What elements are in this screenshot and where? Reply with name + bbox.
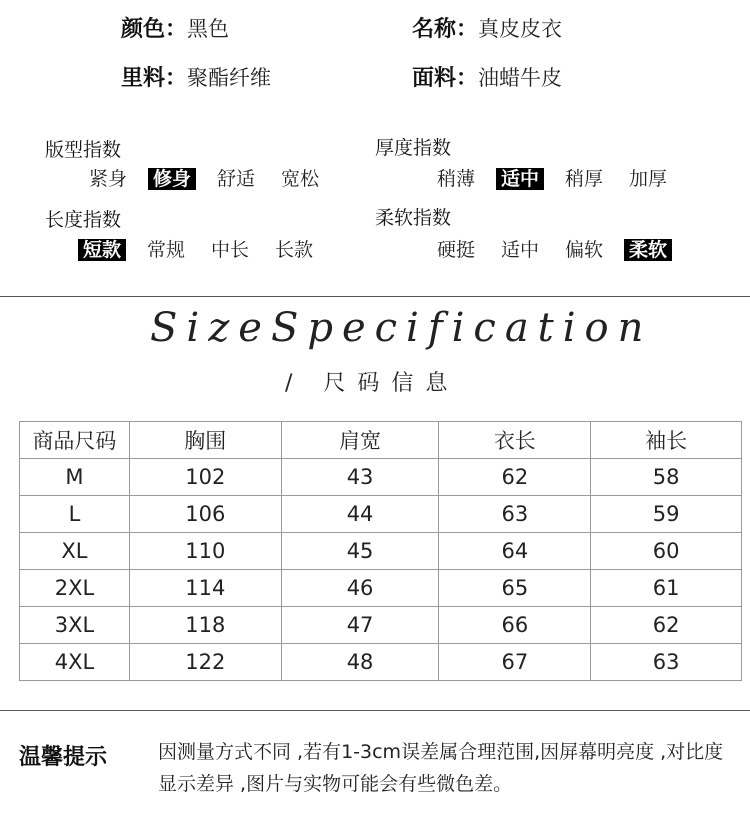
tip-title: 温馨提示 [19, 745, 108, 770]
section-divider [0, 296, 750, 297]
table-row [20, 459, 742, 496]
attribute-label: 颜色： [121, 17, 188, 42]
table-cell: 2XL [20, 570, 130, 607]
table-cell: 114 [129, 570, 281, 607]
attribute-lining [121, 61, 271, 92]
size-subtitle: / 尺码信息 [285, 371, 460, 396]
table-cell: 48 [281, 644, 439, 681]
table-cell: 58 [591, 459, 742, 496]
index-option: 宽松 [281, 168, 320, 190]
table-cell: 46 [281, 570, 439, 607]
index-option: 舒适 [217, 168, 256, 190]
table-cell: 45 [281, 533, 439, 570]
index-option: 稍薄 [437, 168, 476, 190]
index-option: 长款 [275, 239, 314, 261]
table-cell: 102 [129, 459, 281, 496]
table-cell: 60 [591, 533, 742, 570]
table-cell: L [20, 496, 130, 533]
table-header-cell: 衣长 [439, 422, 591, 459]
index-option: 稍厚 [565, 168, 604, 190]
table-cell: 44 [281, 496, 439, 533]
table-cell: 43 [281, 459, 439, 496]
index-option: 适中 [501, 239, 540, 261]
table-cell: 63 [591, 644, 742, 681]
table-cell: 106 [129, 496, 281, 533]
table-cell: 63 [439, 496, 591, 533]
table-cell: 122 [129, 644, 281, 681]
table-row [20, 570, 742, 607]
attribute-fabric [412, 61, 562, 92]
attribute-color [121, 12, 229, 43]
attribute-value: 黑色 [187, 17, 230, 41]
table-header-cell: 袖长 [591, 422, 742, 459]
table-cell: 118 [129, 607, 281, 644]
index-title-thickness: 厚度指数 [375, 137, 452, 159]
index-options-fit [84, 166, 324, 192]
table-cell: 65 [439, 570, 591, 607]
table-cell: 4XL [20, 644, 130, 681]
tip-text: 因测量方式不同 ,若有1-3cm误差属合理范围,因屏幕明亮度 ,对比度显示差异 ,图片与实物可能会有些微色差。 [158, 741, 724, 795]
table-cell: 3XL [20, 607, 130, 644]
attribute-value: 真皮皮衣 [478, 17, 563, 41]
index-option: 紧身 [89, 168, 128, 190]
attribute-value: 油蜡牛皮 [478, 66, 563, 90]
index-options-softness [432, 237, 672, 263]
index-option: 硬挺 [437, 239, 476, 261]
index-title-softness: 柔软指数 [375, 207, 452, 229]
table-cell: 61 [591, 570, 742, 607]
attribute-label: 面料： [412, 66, 479, 91]
attribute-label: 里料： [121, 66, 188, 91]
index-option-selected: 短款 [78, 239, 126, 261]
table-cell: 59 [591, 496, 742, 533]
index-option: 常规 [147, 239, 186, 261]
table-cell: 62 [439, 459, 591, 496]
attribute-name [412, 12, 562, 43]
table-cell: 47 [281, 607, 439, 644]
index-option: 中长 [211, 239, 250, 261]
index-option-selected: 适中 [496, 168, 544, 190]
table-cell: 66 [439, 607, 591, 644]
table-row [20, 533, 742, 570]
index-option-selected: 修身 [148, 168, 196, 190]
table-header-row [20, 422, 742, 459]
section-divider [0, 710, 750, 711]
table-row [20, 496, 742, 533]
index-title-fit: 版型指数 [45, 139, 122, 161]
table-row [20, 607, 742, 644]
index-options-thickness [432, 166, 672, 192]
table-row [20, 644, 742, 681]
index-options-length [78, 237, 318, 263]
attribute-label: 名称： [412, 17, 479, 42]
size-table [19, 421, 742, 681]
table-header-cell: 商品尺码 [20, 422, 130, 459]
size-table-body [20, 422, 742, 681]
table-cell: XL [20, 533, 130, 570]
index-option: 偏软 [565, 239, 604, 261]
table-cell: M [20, 459, 130, 496]
table-cell: 67 [439, 644, 591, 681]
table-header-cell: 胸围 [129, 422, 281, 459]
index-title-length: 长度指数 [45, 209, 122, 231]
table-cell: 62 [591, 607, 742, 644]
index-option: 加厚 [629, 168, 668, 190]
attribute-value: 聚酯纤维 [187, 66, 272, 90]
table-cell: 110 [129, 533, 281, 570]
size-script-title: SizeSpecification [150, 305, 653, 351]
index-option-selected: 柔软 [624, 239, 672, 261]
table-cell: 64 [439, 533, 591, 570]
table-header-cell: 肩宽 [281, 422, 439, 459]
